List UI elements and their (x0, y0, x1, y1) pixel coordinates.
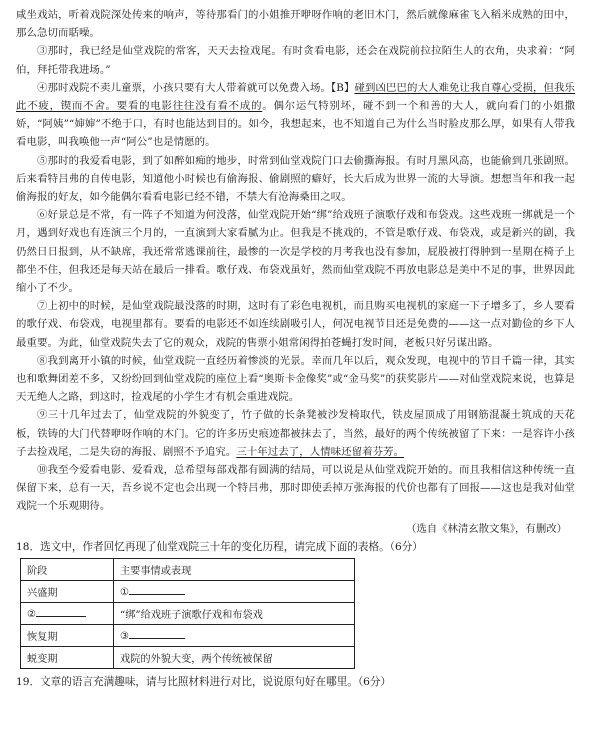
answer-blank-3[interactable] (129, 628, 185, 639)
answer-blank-2[interactable] (36, 606, 86, 617)
paragraph-0: 咸坐戏站，听着戏院深处传来的响声，等待那看门的小姐推开咿呀作响的老旧木门，然后就像麻雀飞入稻米成熟的田中，那么急切而聒噪。 (16, 9, 575, 40)
stage-cell: 恢复期 (21, 624, 114, 646)
paragraph-9-start: ⑨三十几年过去了，仙堂戏院的外貌变了，竹子做的长条凳被沙发椅取代，铁皮屋顶成了用钢筋混凝土筑成的天花板，铁铸的大门代替咿呀作响的木门。它的许多历史痕迹都被抹去了，当然，最好的两个传统被留了下来：一是容许小孩子去捡戏尾，二是失窃的海报、剧照不予追究。 (16, 409, 575, 458)
stage-cell: 兴盛期 (21, 580, 114, 602)
paragraph-8: ⑧我到离开小镇的时候，仙堂戏院一直经历着惨淡的光景。幸而几年以后，观众发现，电视中的节目千篇一律，其实也和歌舞团差不多，又纷纷回到仙堂戏院的座位上看“奥斯卡金像奖”或“金马奖”的获奖影片——对仙堂戏院来说，也算是天无绝人之路，到这时，捡戏尾的小学生才有机会重进戏院。 (16, 354, 575, 404)
paragraph-4 (16, 79, 575, 152)
table-row (21, 624, 355, 646)
answer-blank-1[interactable] (129, 584, 185, 595)
paragraph-9 (16, 406, 575, 461)
table-header-row (21, 558, 355, 580)
paragraph-7: ⑦上初中的时候，是仙堂戏院最没落的时期，这时有了彩色电视机，而且购买电视机的家庭一下子增多了，乡人要看的歌仔戏、布袋戏，电视里都有。要看的电影还不如连续剧吸引人，何况电视节目还是免费的——这一点对勤俭的乡下人最重要。为此，仙堂戏院失去了它的观众，戏院的售票小姐常闲得拍苍蝇打发时间，老板只好另谋出路。 (16, 300, 575, 349)
question-18: 18．选文中，作者回忆再现了仙堂戏院三十年的变化历程，请完成下面的表格。（6分） (16, 540, 423, 553)
event-cell: 戏院的外貌大变，两个传统被保留 (114, 646, 355, 668)
source-citation: （选自《林清玄散文集》，有删改） (405, 522, 567, 535)
event-cell: “绑”给戏班子演歌仔戏和布袋戏 (114, 602, 355, 624)
underlined-sentence-b: 碰到凶巴巴的大人难免让我自尊心受损，但我乐此不疲，锲而不舍。要看的电影往往没有看不成的 (16, 81, 575, 113)
event-cell[interactable]: ③ (114, 624, 355, 646)
paragraph-4-end: 。偶尔运气特别坏，碰不到一个和善的大人，就向看门的小姐撒娇，“阿姨”“婶婶”不绝于口，有时也能达到目的。如今，我想起来，也不知道自己为什么当时脸皮那么厚，如果有人带我看电影，叫我唤他一声“阿公”也是情愿的。 (16, 100, 576, 149)
table-row (21, 602, 355, 624)
answer-table (20, 558, 355, 669)
underlined-sentence-9: 三十年过去了，人情味还留着芬芳。 (236, 445, 405, 458)
header-event: 主要事情或表现 (114, 558, 355, 580)
paragraph-6: ⑥好景总是不常，有一阵子不知道为何没落，仙堂戏院开始“绑”给戏班子演歌仔戏和布袋戏。这些戏班一绑就是一个月，遇到好戏也有连演三个月的，一直演到大家看腻为止。但我是不挑戏的，不管是歌仔戏、布袋戏，或是新兴的剧，我仍然日日报到，从不缺席，我还常常逃课前往，最惨的一次是学校的月考我也没有参加，屁股被打得肿到一星期在椅子上都坐不住，但我还是每天站在最后一排看。歌仔戏、布袋戏虽好，然而仙堂戏院不再放电影总是美中不足的事，世界因此缩小了不少。 (16, 209, 575, 295)
header-stage: 阶段 (21, 558, 114, 580)
stage-cell[interactable]: ② (21, 602, 114, 624)
paragraph-3: ③那时，我已经是仙堂戏院的常客，天天去捡戏尾。有时贪看电影，还会在戏院前拉拉陌生人的衣角，央求着：“阿伯，拜托带我进场。” (16, 45, 575, 76)
paragraph-10: ⑩我至今爱看电影、爱看戏，总希望每部戏都有圆满的结局，可以说是从仙堂戏院开始的。而且我相信这种传统一直保留下来，总有一天，吾乡说不定也会出现一个特吕弗，那时即使丢掉万张海报的代价也都有了回报——这也是我对仙堂戏院一个乐观期待。 (16, 464, 575, 513)
paragraph-5: ⑤那时的我爱看电影，到了如醉如痴的地步，时常到仙堂戏院门口去偷撕海报。有时月黑风高，也能偷到几张剧照。后来看特吕弗的自传电影，知道他小时候也有偷海报、偷剧照的癖好，长大后成为世界一流的大导演。想想当年和我一起偷海报的好友，如今能偶尔看看电影已经不错，不禁大有沧海桑田之叹。 (16, 154, 575, 204)
table-row (21, 580, 355, 602)
paragraph-4-start: ④那时戏院不卖儿童票，小孩只要有大人带着就可以免费入场。【B】 (37, 81, 355, 94)
event-cell[interactable]: ① (114, 580, 355, 602)
question-19: 19．文章的语言充满趣味，请与比照材料进行对比，说说原句好在哪里。（6分） (16, 675, 392, 688)
table-row (21, 646, 355, 668)
stage-cell: 蜕变期 (21, 646, 114, 668)
